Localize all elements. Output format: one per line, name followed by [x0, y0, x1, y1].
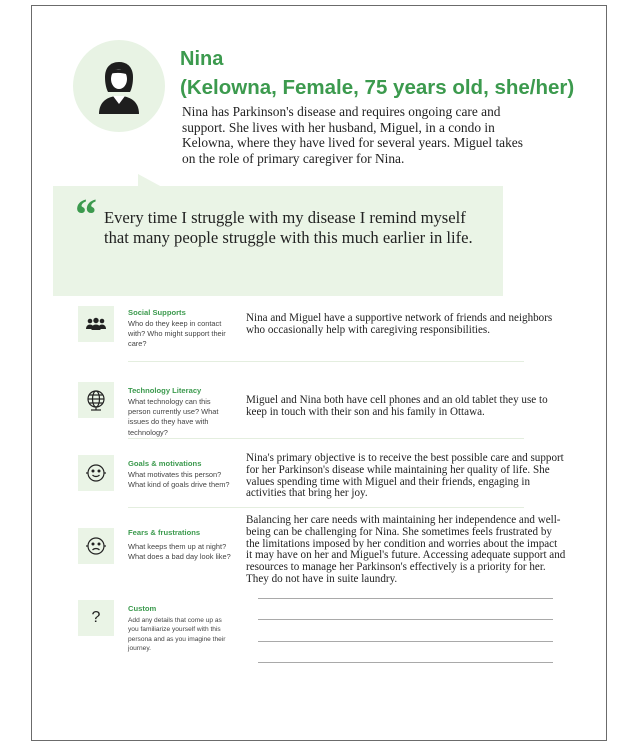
worried-face-icon [78, 528, 114, 564]
goals-motivations-answer: Nina's primary objective is to receive the best possible care and support for her Parkinson's disease while maintaining her quality of life. She values spending time with Miguel and their friends, engaging in activities that bring her joy. [246, 452, 564, 500]
divider [128, 438, 524, 439]
question-mark-icon: ? [78, 600, 114, 636]
section-title: Fears & frustrations [128, 528, 201, 537]
section-question: What keeps them up at night? What does a bad day look like? [128, 542, 231, 562]
fears-frustrations-answer: Balancing her care needs with maintaining her independence and well-being can be challenging for Nina. She sometimes feels frustrated by the limitations imposed by her condition and worries about the impact it may have on her and Miguel's future. Accessing adequate support and resources to manage her Parkinson's effectively is a priority for her. They do not have in suite laundry. [246, 514, 566, 585]
writing-line [258, 619, 553, 620]
writing-line [258, 598, 553, 599]
section-title: Custom [128, 604, 157, 613]
section-title: Technology Literacy [128, 386, 202, 395]
persona-subtitle: (Kelowna, Female, 75 years old, she/her) [180, 76, 575, 99]
writing-line [258, 641, 553, 642]
section-question: Who do they keep in contact with? Who might support their care? [128, 319, 226, 349]
happy-face-icon [78, 455, 114, 491]
quote-text: Every time I struggle with my disease I remind myself that many people struggle with this much earlier in life. [104, 208, 473, 247]
section-title: Goals & motivations [128, 459, 202, 468]
persona-name: Nina [180, 48, 224, 70]
writing-line [258, 662, 553, 663]
social-supports-answer: Nina and Miguel have a supportive network of friends and neighbors who occasionally help with caregiving responsibilities. [246, 312, 553, 336]
quote-mark: “ [75, 190, 97, 239]
divider [128, 507, 524, 508]
people-icon [78, 306, 114, 342]
section-question: What technology can this person currently use? What issues do they have with technology? [128, 397, 219, 437]
person-avatar-icon [97, 60, 141, 114]
globe-network-icon [78, 382, 114, 418]
persona-bio: Nina has Parkinson's disease and requires ongoing care and support. She lives with her husband, Miguel, in a condo in Kelowna, where they have lived for several years. Miguel takes on the role of primary caregiver for Nina. [182, 104, 523, 166]
technology-literacy-answer: Miguel and Nina both have cell phones and an old tablet they use to keep in touch with their son and his family in Ottawa. [246, 394, 548, 418]
section-title: Social Supports [128, 308, 186, 317]
section-question: Add any details that come up as you familiarize yourself with this persona and as you imagine their journey. [128, 617, 226, 653]
section-question: What motivates this person? What kind of goals drive them? [128, 470, 230, 490]
divider [128, 361, 524, 362]
avatar [73, 40, 165, 132]
